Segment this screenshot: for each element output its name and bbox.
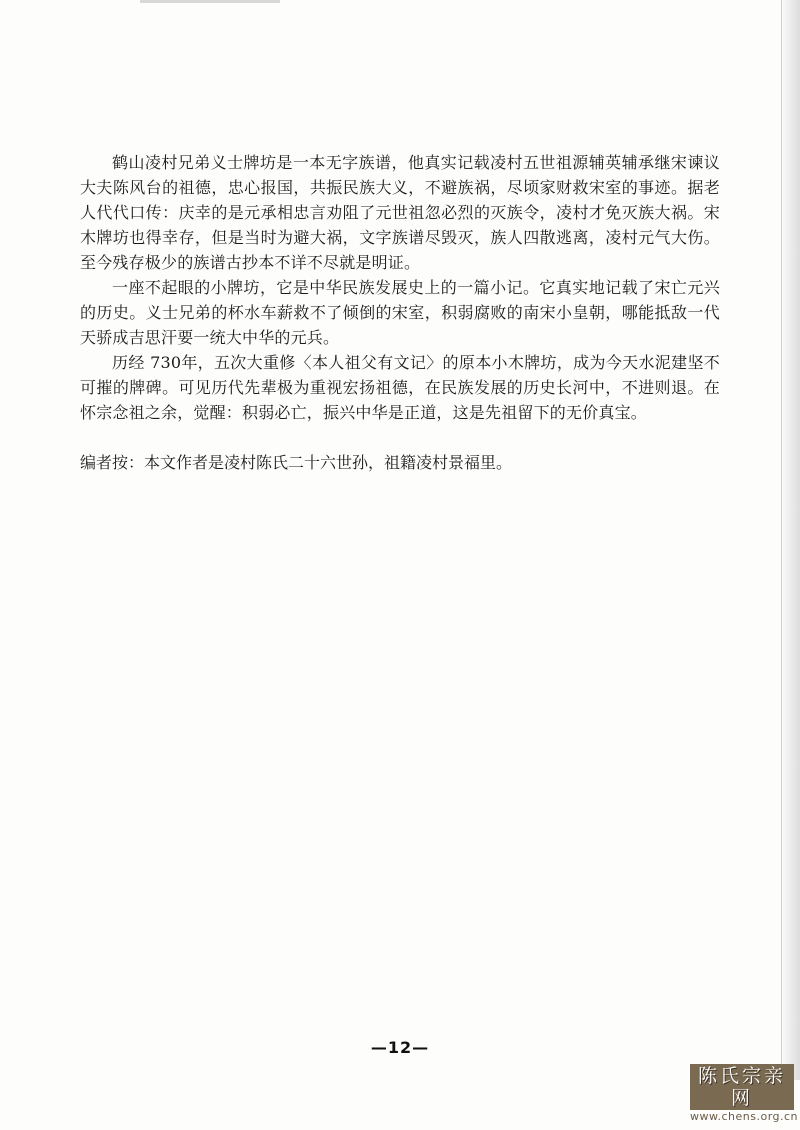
watermark-url: www.chens.org.cn bbox=[690, 1110, 799, 1123]
editor-note: 编者按：本文作者是凌村陈氏二十六世孙，祖籍凌村景福里。 bbox=[80, 453, 513, 472]
article-body bbox=[80, 150, 720, 425]
article-paragraph-1: 鹤山凌村兄弟义士牌坊是一本无字族谱，他真实记载凌村五世祖源辅英辅承继宋谏议大夫陈风台的祖德，忠心报国，共振民族大义，不避族祸，尽顷家财救宋室的事迹。据老人代代口传：庆幸的是元承相忠言劝阻了元世祖忽必烈的灭族令，凌村才免灭族大祸。宋木牌坊也得幸存，但是当时为避大祸，文字族谱尽毁灭，族人四散逃离，凌村元气大伤。至今残存极少的族谱古抄本不详不尽就是明证。 bbox=[80, 153, 720, 272]
page-number: —12— bbox=[370, 1038, 430, 1057]
site-watermark bbox=[690, 1064, 799, 1124]
watermark-site-name: 陈氏宗亲网 bbox=[690, 1064, 794, 1110]
scan-top-edge bbox=[140, 0, 280, 3]
article-paragraph-2: 一座不起眼的小牌坊，它是中华民族发展史上的一篇小记。它真实地记载了宋亡元兴的历史。义士兄弟的杯水车薪救不了倾倒的宋室，积弱腐败的南宋小皇朝，哪能抵敌一代天骄成吉思汗要一统大中华的元兵。 bbox=[80, 278, 720, 347]
scan-right-edge bbox=[781, 0, 800, 1080]
article-paragraph-3: 历经 730年，五次大重修〈本人祖父有文记〉的原本小木牌坊，成为今天水泥建坚不可摧的牌碑。可见历代先辈极为重视宏扬祖德，在民族发展的历史长河中，不进则退。在怀宗念祖之余，觉醒：积弱必亡，振兴中华是正道，这是先祖留下的无价真宝。 bbox=[80, 353, 720, 422]
